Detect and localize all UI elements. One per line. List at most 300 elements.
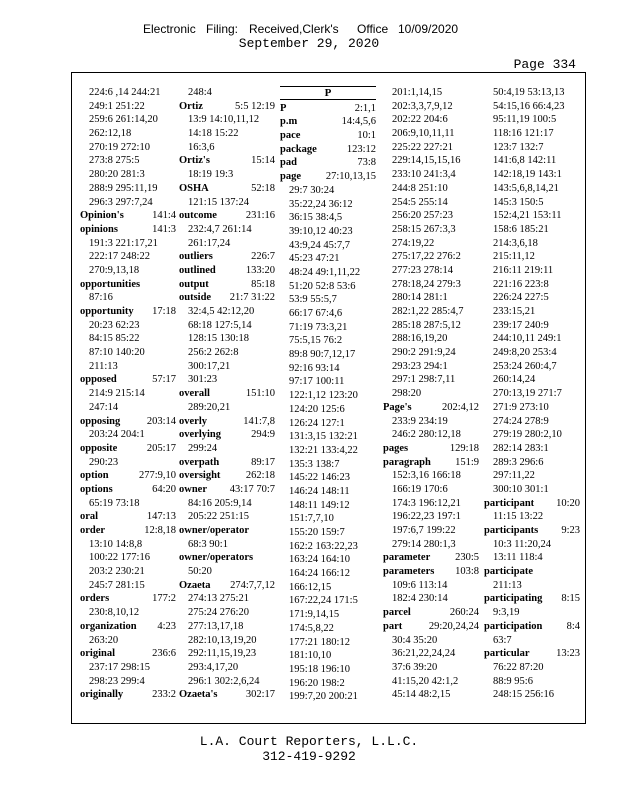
index-refs: 270:9,13,18 xyxy=(89,264,140,276)
index-refs: 71:19 73:3,21 xyxy=(289,321,348,333)
index-term-word: Page's xyxy=(383,401,412,413)
index-ref-line xyxy=(80,291,176,305)
index-column-2 xyxy=(179,86,275,702)
index-term-refs: 21:7 31:22 xyxy=(229,292,275,304)
index-ref-line xyxy=(484,332,580,346)
index-refs: 43:9,24 45:7,7 xyxy=(289,239,350,251)
index-ref-line xyxy=(280,198,376,212)
index-term-word: opposed xyxy=(80,374,117,386)
index-refs: 270:13,19 271:7 xyxy=(493,388,562,400)
index-term-word: participate xyxy=(484,566,533,578)
index-refs: 292:11,15,19,23 xyxy=(188,648,257,660)
index-refs: 258:15 267:3,3 xyxy=(392,223,456,235)
index-refs: 66:17 67:4,6 xyxy=(289,308,343,319)
index-refs: 249:1 251:22 xyxy=(89,100,145,112)
index-refs: 132:21 133:4,22 xyxy=(289,444,358,456)
index-refs: 9:3,19 xyxy=(493,607,520,619)
index-ref-line xyxy=(484,675,580,689)
index-refs: 20:23 62:23 xyxy=(89,319,140,331)
index-refs: 222:17 248:22 xyxy=(89,251,150,263)
index-ref-line xyxy=(484,346,580,360)
index-ref-line xyxy=(179,346,275,360)
index-ref-line xyxy=(179,620,275,634)
index-term-word: overall xyxy=(179,388,210,400)
index-term-refs: 10:1 xyxy=(357,130,376,142)
index-ref-line xyxy=(179,141,275,155)
index-refs: 199:7,20 200:21 xyxy=(289,691,358,703)
index-ref-line xyxy=(80,456,176,470)
index-refs: 270:19 272:10 xyxy=(89,141,150,153)
index-refs: 11:15 13:22 xyxy=(493,511,544,523)
index-ref-line xyxy=(383,346,479,360)
index-ref-line xyxy=(280,184,376,198)
index-ref-line xyxy=(484,483,580,497)
index-refs: 214:9 215:14 xyxy=(89,388,145,400)
index-ref-line xyxy=(484,113,580,127)
index-ref-line xyxy=(280,266,376,280)
index-refs: 123:7 132:7 xyxy=(493,141,544,153)
index-ref-line xyxy=(383,524,479,538)
index-term-word: owner/operators xyxy=(179,552,254,564)
index-ref-line xyxy=(280,444,376,458)
index-term-word: paragraph xyxy=(383,456,431,468)
index-ref-line xyxy=(484,469,580,483)
index-term-refs: 2:1,1 xyxy=(354,102,376,114)
index-refs: 239:17 240:9 xyxy=(493,319,549,331)
index-ref-line xyxy=(80,565,176,579)
index-ref-line xyxy=(383,647,479,661)
index-ref-line xyxy=(280,458,376,472)
index-ref-line xyxy=(80,250,176,264)
index-refs: 76:22 87:20 xyxy=(493,661,544,673)
index-refs: 162:2 163:22,23 xyxy=(289,540,358,552)
index-refs: 36:15 38:4,5 xyxy=(289,212,343,224)
index-ref-line xyxy=(80,332,176,346)
index-ref-line xyxy=(179,319,275,333)
index-ref-line xyxy=(484,551,580,565)
index-refs: 300:17,21 xyxy=(188,360,231,372)
index-refs: 298:23 299:4 xyxy=(89,675,145,687)
index-ref-line xyxy=(179,373,275,387)
index-ref-line xyxy=(179,675,275,689)
index-term-entry xyxy=(80,278,176,292)
index-refs: 146:24 148:11 xyxy=(289,485,350,497)
index-refs: 282:10,13,19,20 xyxy=(188,634,257,646)
index-term-word: output xyxy=(179,278,209,290)
index-ref-line xyxy=(280,403,376,417)
index-term-word: overly xyxy=(179,415,207,427)
index-ref-line xyxy=(280,485,376,499)
index-term-refs: 294:9 xyxy=(251,429,275,441)
index-refs: 288:16,19,20 xyxy=(392,333,448,345)
index-ref-line xyxy=(179,196,275,210)
index-refs: 300:10 301:1 xyxy=(493,483,549,495)
index-refs: 135:3 138:7 xyxy=(289,458,340,470)
index-refs: 298:20 xyxy=(392,388,422,400)
index-term-refs: 141:4 xyxy=(152,210,176,222)
index-term-entry xyxy=(179,524,275,538)
index-refs: 142:18,19 143:1 xyxy=(493,169,562,181)
index-ref-line xyxy=(383,415,479,429)
index-refs: 50:20 xyxy=(188,566,212,578)
index-ref-line xyxy=(80,428,176,442)
index-refs: 68:3 90:1 xyxy=(188,538,228,550)
index-ref-line xyxy=(280,471,376,485)
index-term-entry xyxy=(80,524,176,538)
index-ref-line xyxy=(280,677,376,691)
index-refs: 97:17 100:11 xyxy=(289,376,345,388)
index-ref-line xyxy=(179,592,275,606)
index-refs: 196:22,23 197:1 xyxy=(392,511,461,523)
index-refs: 45:14 48:2,15 xyxy=(392,689,451,701)
index-ref-line xyxy=(280,239,376,253)
index-ref-line xyxy=(383,278,479,292)
index-refs: 254:5 255:14 xyxy=(392,196,448,208)
index-ref-line xyxy=(484,579,580,593)
index-refs: 261:17,24 xyxy=(188,237,231,249)
index-term-refs: 8:4 xyxy=(566,620,580,632)
index-term-entry xyxy=(179,182,275,196)
index-refs: 53:9 55:5,7 xyxy=(289,294,337,306)
index-ref-line xyxy=(280,526,376,540)
index-ref-line xyxy=(484,127,580,141)
index-refs: 202:22 204:6 xyxy=(392,114,448,126)
index-ref-line xyxy=(280,581,376,595)
index-term-refs: 141:3 xyxy=(152,223,176,235)
index-refs: 88:9 95:6 xyxy=(493,675,533,687)
index-refs: 277:13,17,18 xyxy=(188,620,244,632)
index-term-refs: 177:2 xyxy=(152,593,176,605)
index-refs: 221:16 223:8 xyxy=(493,278,549,290)
index-term-entry xyxy=(383,401,479,415)
index-ref-line xyxy=(484,688,580,702)
index-ref-line xyxy=(80,100,176,114)
index-term-refs: 226:7 xyxy=(251,251,275,263)
index-refs: 226:24 227:5 xyxy=(493,292,549,304)
index-term-refs: 205:17 xyxy=(146,442,176,454)
index-term-word: parameter xyxy=(383,552,431,564)
index-refs: 166:12,15 xyxy=(289,581,332,593)
index-ref-line xyxy=(280,690,376,704)
index-term-entry xyxy=(383,606,479,620)
index-refs: 39:10,12 40:23 xyxy=(289,225,353,237)
index-refs: 145:3 150:5 xyxy=(493,196,544,208)
index-term-word: parameters xyxy=(383,566,435,578)
index-refs: 151:7,7,10 xyxy=(289,513,334,525)
index-ref-line xyxy=(484,538,580,552)
index-ref-line xyxy=(484,442,580,456)
index-term-word: package xyxy=(280,143,317,155)
index-term-word: pad xyxy=(280,157,297,169)
index-term-word: opposing xyxy=(80,415,121,427)
index-refs: 214:3,6,18 xyxy=(493,237,538,249)
index-term-word: order xyxy=(80,525,106,536)
index-ref-line xyxy=(280,499,376,513)
index-refs: 36:21,22,24,24 xyxy=(392,648,456,660)
filing-electronic: Electronic xyxy=(143,22,196,36)
index-refs: 158:6 185:21 xyxy=(493,223,549,235)
index-term-refs: 302:17 xyxy=(245,689,275,701)
index-ref-line xyxy=(484,209,580,223)
index-term-word: participants xyxy=(484,525,539,536)
index-ref-line xyxy=(280,252,376,266)
index-ref-line xyxy=(383,291,479,305)
index-term-entry xyxy=(80,510,176,524)
index-ref-line xyxy=(280,553,376,567)
index-ref-line xyxy=(383,223,479,237)
index-refs: 195:18 196:10 xyxy=(289,663,350,675)
index-term-refs: 57:17 xyxy=(152,374,176,386)
index-term-word: original xyxy=(80,648,116,660)
index-term-entry xyxy=(179,264,275,278)
index-ref-line xyxy=(179,223,275,237)
index-term-entry xyxy=(383,565,479,579)
index-term-refs: 29:20,24,24 xyxy=(428,620,479,632)
index-ref-line xyxy=(484,606,580,620)
index-refs: 121:15 137:24 xyxy=(188,196,249,208)
index-refs: 244:10,11 249:1 xyxy=(493,333,562,345)
index-ref-line xyxy=(383,675,479,689)
index-term-entry xyxy=(383,456,479,470)
index-refs: 191:3 221:17,21 xyxy=(89,237,158,249)
index-term-refs: 27:10,13,15 xyxy=(325,171,376,183)
index-refs: 181:10,10 xyxy=(289,650,332,662)
index-ref-line xyxy=(280,321,376,335)
index-refs: 63:7 xyxy=(493,634,512,646)
index-ref-line xyxy=(80,661,176,675)
index-term-entry xyxy=(383,620,479,634)
index-ref-line xyxy=(484,456,580,470)
index-term-entry xyxy=(280,170,376,184)
index-ref-line xyxy=(80,196,176,210)
index-ref-line xyxy=(383,428,479,442)
index-refs: 41:15,20 42:1,2 xyxy=(392,675,459,687)
index-refs: 256:2 262:8 xyxy=(188,347,239,359)
index-refs: 282:1,22 285:4,7 xyxy=(392,306,464,317)
index-term-word: outlined xyxy=(179,264,216,276)
index-term-refs: 123:12 xyxy=(346,143,376,155)
index-ref-line xyxy=(484,278,580,292)
index-ref-line xyxy=(280,594,376,608)
index-term-refs: 202:4,12 xyxy=(441,401,479,413)
index-term-word: pace xyxy=(280,130,301,142)
index-term-refs: 85:18 xyxy=(251,278,275,290)
index-refs: 299:24 xyxy=(188,442,218,454)
index-ref-line xyxy=(80,168,176,182)
index-ref-line xyxy=(80,264,176,278)
index-refs: 13:9 14:10,11,12 xyxy=(188,114,260,126)
index-refs: 141:6,8 142:11 xyxy=(493,155,557,167)
index-refs: 253:24 260:4,7 xyxy=(493,360,557,372)
index-term-entry xyxy=(80,620,176,634)
index-ref-line xyxy=(179,565,275,579)
index-term-entry xyxy=(484,647,580,661)
index-ref-line xyxy=(484,100,580,114)
index-refs: 248:15 256:16 xyxy=(493,689,554,701)
page-number: Page 334 xyxy=(513,57,576,72)
index-refs: 285:18 287:5,12 xyxy=(392,319,461,331)
index-refs: 14:18 15:22 xyxy=(188,128,239,140)
index-ref-line xyxy=(484,154,580,168)
index-term-word: OSHA xyxy=(179,182,209,194)
index-term-entry xyxy=(179,209,275,223)
index-term-entry xyxy=(179,483,275,497)
index-term-word: originally xyxy=(80,689,124,701)
index-term-entry xyxy=(80,373,176,387)
index-ref-line xyxy=(280,280,376,294)
index-term-refs: 129:18 xyxy=(449,442,479,454)
index-refs: 122:1,12 123:20 xyxy=(289,390,358,402)
index-term-word: Ortiz xyxy=(179,100,203,112)
index-ref-line xyxy=(80,141,176,155)
index-ref-line xyxy=(80,606,176,620)
index-refs: 10:3 11:20,24 xyxy=(493,538,551,550)
index-refs: 177:21 180:12 xyxy=(289,636,350,648)
index-refs: 282:14 283:1 xyxy=(493,442,549,454)
index-refs: 29:7 30:24 xyxy=(289,184,335,196)
index-term-refs: 262:18 xyxy=(245,470,275,482)
index-term-entry xyxy=(80,688,176,702)
index-ref-line xyxy=(80,497,176,511)
index-ref-line xyxy=(80,113,176,127)
index-term-entry xyxy=(80,442,176,456)
index-refs: 13:10 14:8,8 xyxy=(89,538,143,550)
index-term-entry xyxy=(179,387,275,401)
index-term-refs: 231:16 xyxy=(245,210,275,222)
index-refs: 290:23 xyxy=(89,456,119,468)
index-term-refs: 10:20 xyxy=(556,497,580,509)
index-ref-line xyxy=(484,415,580,429)
index-refs: 274:19,22 xyxy=(392,237,435,249)
index-ref-line xyxy=(280,663,376,677)
index-ref-line xyxy=(383,634,479,648)
index-term-refs: 52:18 xyxy=(251,182,275,194)
index-term-word: outside xyxy=(179,292,212,304)
index-term-word: opposite xyxy=(80,442,118,454)
index-refs: 51:20 52:8 53:6 xyxy=(289,280,356,292)
index-refs: 68:18 127:5,14 xyxy=(188,319,252,331)
index-refs: 230:8,10,12 xyxy=(89,607,140,619)
index-refs: 206:9,10,11,11 xyxy=(392,128,455,140)
index-term-refs: 17:18 xyxy=(152,306,176,317)
index-refs: 216:11 219:11 xyxy=(493,264,554,276)
index-refs: 109:6 113:14 xyxy=(392,579,448,591)
index-ref-line xyxy=(179,168,275,182)
index-ref-line xyxy=(383,319,479,333)
index-ref-line xyxy=(80,237,176,251)
index-ref-line xyxy=(383,86,479,100)
index-term-entry xyxy=(383,551,479,565)
index-refs: 237:17 298:15 xyxy=(89,661,150,673)
index-refs: 118:16 121:17 xyxy=(493,128,554,140)
index-term-refs: 277:9,10 xyxy=(138,470,176,482)
index-term-word: part xyxy=(383,620,403,632)
index-ref-line xyxy=(383,127,479,141)
index-refs: 293:23 294:1 xyxy=(392,360,448,372)
index-refs: 95:11,19 100:5 xyxy=(493,114,557,126)
index-refs: 249:8,20 253:4 xyxy=(493,347,557,359)
index-refs: 289:3 296:6 xyxy=(493,456,544,468)
index-ref-line xyxy=(484,168,580,182)
filing-label: Filing: xyxy=(206,22,239,36)
index-refs: 126:24 127:1 xyxy=(289,417,345,429)
index-term-refs: 43:17 70:7 xyxy=(229,483,275,495)
index-term-word: participating xyxy=(484,593,543,605)
index-term-entry xyxy=(80,223,176,237)
index-term-entry xyxy=(179,415,275,429)
index-term-word: outcome xyxy=(179,210,217,222)
index-refs: 280:14 281:1 xyxy=(392,292,448,304)
index-refs: 275:24 276:20 xyxy=(188,607,249,619)
index-ref-line xyxy=(383,209,479,223)
index-ref-line xyxy=(484,360,580,374)
index-ref-line xyxy=(280,348,376,362)
index-ref-line xyxy=(484,86,580,100)
index-term-entry xyxy=(179,100,275,114)
index-term-word: p.m xyxy=(280,116,298,128)
index-refs: 245:7 281:15 xyxy=(89,579,145,591)
index-ref-line xyxy=(280,417,376,431)
index-term-word: opportunity xyxy=(80,306,134,317)
index-ref-line xyxy=(484,141,580,155)
index-ref-line xyxy=(383,168,479,182)
index-refs: 100:22 177:16 xyxy=(89,552,150,564)
index-ref-line xyxy=(383,373,479,387)
index-term-entry xyxy=(80,209,176,223)
index-refs: 263:20 xyxy=(89,634,119,646)
index-term-entry xyxy=(80,305,176,319)
index-ref-line xyxy=(280,567,376,581)
index-refs: 92:16 93:14 xyxy=(289,362,340,374)
index-refs: 182:4 230:14 xyxy=(392,593,448,605)
index-ref-line xyxy=(280,540,376,554)
filing-received: Received,Clerk's xyxy=(249,22,339,36)
index-refs: 84:15 85:22 xyxy=(89,333,140,345)
index-term-word: option xyxy=(80,470,109,482)
index-term-refs: 73:8 xyxy=(357,157,376,169)
index-term-entry xyxy=(179,291,275,305)
index-refs: 87:16 xyxy=(89,292,113,304)
index-ref-line xyxy=(179,510,275,524)
index-column-5 xyxy=(484,86,580,702)
index-refs: 259:6 261:14,20 xyxy=(89,114,158,126)
index-term-refs: 64:20 xyxy=(152,483,176,495)
index-column-1 xyxy=(80,86,176,702)
index-ref-line xyxy=(484,182,580,196)
index-ref-line xyxy=(179,442,275,456)
index-ref-line xyxy=(80,346,176,360)
index-refs: 279:14 280:1,3 xyxy=(392,538,456,550)
index-term-entry xyxy=(280,102,376,116)
index-refs: 54:15,16 66:4,23 xyxy=(493,100,565,112)
index-refs: 275:17,22 276:2 xyxy=(392,251,461,263)
index-term-word: parcel xyxy=(383,607,411,619)
index-ref-line xyxy=(179,401,275,415)
index-column-3 xyxy=(280,86,376,704)
index-term-word: particular xyxy=(484,648,530,660)
index-refs: 232:4,7 261:14 xyxy=(188,223,252,235)
index-term-entry xyxy=(484,497,580,511)
index-term-entry xyxy=(179,469,275,483)
index-ref-line xyxy=(383,332,479,346)
index-ref-line xyxy=(80,675,176,689)
index-refs: 278:18,24 279:3 xyxy=(392,278,461,290)
index-ref-line xyxy=(383,182,479,196)
index-ref-line xyxy=(383,387,479,401)
index-term-refs: 151:9 xyxy=(455,456,479,468)
index-ref-line xyxy=(179,332,275,346)
index-ref-line xyxy=(383,264,479,278)
